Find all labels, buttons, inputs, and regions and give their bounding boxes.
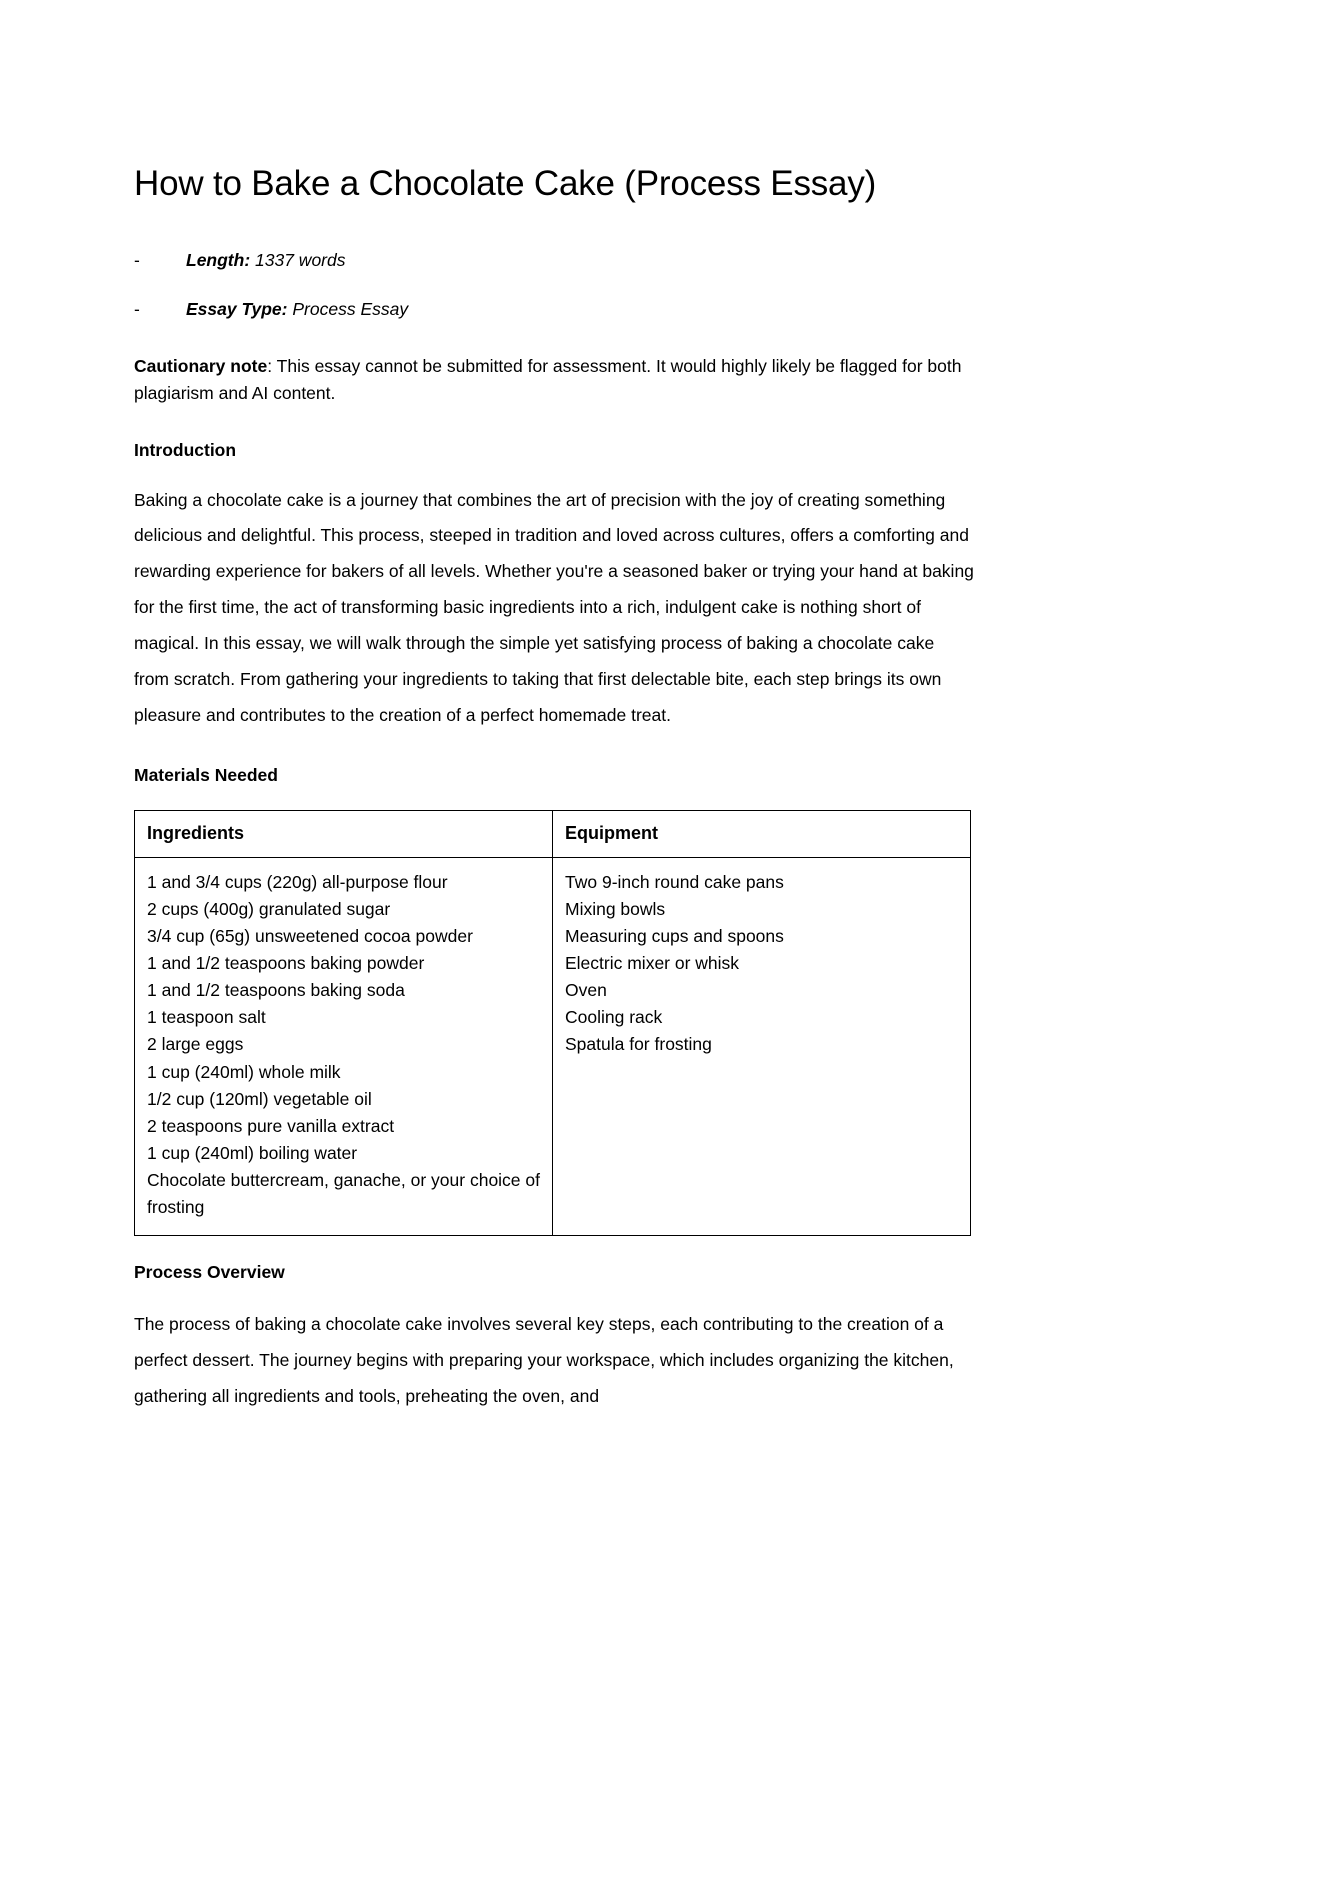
metadata-essay-type-label: Essay Type:	[186, 298, 288, 319]
equipment-list	[565, 869, 970, 1059]
column-header-equipment: Equipment	[553, 810, 971, 857]
paragraph-process-overview: The process of baking a chocolate cake involves several key steps, each contributing to the creation of a perfect dessert. The journey begins with preparing your workspace, which includes organizing the kitchen, gathering all ingredients and tools, preheating the oven, and	[134, 1314, 954, 1406]
metadata-item-essay-type	[134, 298, 974, 322]
metadata-item-length	[134, 249, 974, 273]
metadata-length-value: 1337 words	[250, 250, 346, 270]
cell-equipment	[553, 857, 971, 1236]
list-item: 1 and 1/2 teaspoons baking soda	[147, 980, 405, 1001]
list-item: Measuring cups and spoons	[565, 925, 784, 946]
materials-table-head	[135, 810, 971, 857]
page-title: How to Bake a Chocolate Cake (Process Essay)	[134, 164, 877, 203]
column-header-ingredients: Ingredients	[135, 810, 553, 857]
heading-materials-needed: Materials Needed	[134, 764, 278, 785]
heading-introduction: Introduction	[134, 439, 237, 460]
cell-ingredients	[135, 857, 553, 1236]
materials-table	[134, 810, 971, 1237]
list-item: Chocolate buttercream, ganache, or your choice of frosting	[147, 1170, 540, 1218]
list-item: Electric mixer or whisk	[565, 953, 740, 973]
list-item: 1 and 1/2 teaspoons baking powder	[147, 953, 425, 973]
table-row	[135, 857, 971, 1236]
list-item: 3/4 cup (65g) unsweetened cocoa powder	[147, 925, 473, 946]
list-item: 1 cup (240ml) whole milk	[147, 1061, 341, 1082]
list-item: 2 teaspoons pure vanilla extract	[147, 1115, 395, 1136]
list-item: Cooling rack	[565, 1007, 663, 1028]
cautionary-note-text: This essay cannot be submitted for assessment. It would highly likely be flagged for both plagiarism and AI content.	[134, 356, 962, 404]
table-header-row	[135, 810, 971, 857]
cautionary-note-separator: :	[267, 356, 277, 377]
list-item: Two 9-inch round cake pans	[565, 871, 784, 892]
list-item: 1 and 3/4 cups (220g) all-purpose flour	[147, 871, 448, 892]
cautionary-note-label: Cautionary note	[134, 356, 268, 377]
bullet-dash: -	[134, 250, 140, 270]
list-item: Oven	[565, 980, 607, 1001]
list-item: Mixing bowls	[565, 898, 666, 919]
page-content	[134, 0, 974, 1415]
bullet-dash: -	[134, 298, 140, 319]
cautionary-note	[134, 353, 974, 407]
list-item: 2 cups (400g) granulated sugar	[147, 898, 391, 919]
metadata-essay-type	[186, 298, 408, 322]
list-item: Spatula for frosting	[565, 1034, 712, 1055]
metadata-length	[186, 249, 346, 273]
paragraph-introduction: Baking a chocolate cake is a journey that combines the art of precision with the joy of creating something delicious and delightful. This process, steeped in tradition and loved across cultures, offers a comforting and rewarding experience for bakers of all levels. Whether you're a seasoned baker or trying your hand at baking for the first time, the act of transforming basic ingredients into a rich, indulgent cake is nothing short of magical. In this essay, we will walk through the simple yet satisfying process of baking a chocolate cake from scratch. From gathering your ingredients to taking that first delectable bite, each step brings its own pleasure and contributes to the creation of a perfect homemade treat.	[134, 489, 974, 725]
list-item: 1 cup (240ml) boiling water	[147, 1142, 358, 1163]
list-item: 1/2 cup (120ml) vegetable oil	[147, 1088, 372, 1109]
metadata-length-label: Length:	[186, 250, 251, 270]
metadata-essay-type-value: Process Essay	[287, 298, 409, 319]
essay-metadata-list	[134, 249, 974, 321]
heading-process-overview: Process Overview	[134, 1262, 285, 1283]
ingredients-list	[147, 869, 552, 1222]
list-item: 2 large eggs	[147, 1034, 244, 1055]
list-item: 1 teaspoon salt	[147, 1007, 266, 1028]
materials-table-body	[135, 857, 971, 1236]
